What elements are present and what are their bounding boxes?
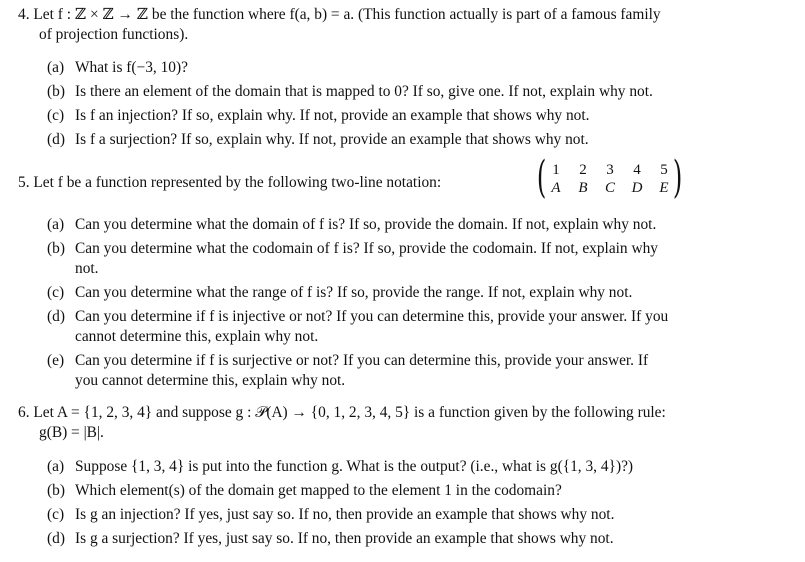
q6-item-c-text: Is g an injection? If yes, just say so. If no, then provide an example that shows why not. (75, 506, 615, 523)
q4-item-d-label: (d) (47, 131, 65, 148)
q5-item-b-text: Can you determine what the codomain of f is? If so, provide the codomain. If not, explain why (75, 240, 658, 257)
q6-item-a (47, 457, 633, 477)
q5-item-d-label: (d) (47, 308, 65, 325)
q5-text-line1: Let f be a function represented by the following two-line notation: (33, 174, 442, 191)
q4-text-line1: Let f : ℤ × ℤ → ℤ be the function where f(a, b) = a. (This function actually is part of a famous family (33, 6, 661, 23)
q4-item-a-label: (a) (47, 59, 65, 76)
q5-line1 (18, 173, 441, 193)
q4-item-d (47, 130, 589, 150)
matrix-cell: 1 (552, 162, 560, 178)
matrix-cell: D (631, 180, 643, 196)
matrix-cell: 2 (579, 162, 587, 178)
matrix-cell: C (604, 180, 615, 196)
matrix-cell: A (551, 180, 561, 196)
q4-text-line2: of projection functions). (39, 26, 189, 43)
q6-item-d-label: (d) (47, 530, 65, 547)
q5-item-d (47, 307, 668, 327)
q5-item-a (47, 215, 656, 235)
q5-item-d-cont: cannot determine this, explain why not. (75, 328, 319, 345)
q5-item-e-text: Can you determine if f is surjective or not? If you can determine this, provide your answer. If (75, 352, 649, 369)
q5-item-b-label: (b) (47, 240, 65, 257)
q5-item-e-label: (e) (47, 352, 65, 369)
q6-item-b-label: (b) (47, 482, 65, 499)
q6-line1 (18, 403, 666, 423)
q5-item-a-text: Can you determine what the domain of f is? If so, provide the domain. If not, explain why not. (75, 216, 657, 233)
matrix-cell: E (659, 180, 669, 196)
matrix-bottom-row (545, 180, 675, 197)
q4-item-b (47, 82, 653, 102)
q6-item-d-text: Is g a surjection? If yes, just say so. If no, then provide an example that shows why not. (75, 530, 614, 547)
q5-item-c-label: (c) (47, 284, 65, 301)
q6-item-a-text: Suppose {1, 3, 4} is put into the function g. What is the output? (i.e., what is g({1, 3, 4})?) (75, 458, 634, 475)
q4-line1 (18, 5, 661, 25)
matrix-cell: B (578, 180, 588, 196)
q4-item-a-text: What is f(−3, 10)? (75, 59, 188, 76)
q6-text-line1: Let A = {1, 2, 3, 4} and suppose g : 𝒫(A) → {0, 1, 2, 3, 4, 5} is a function given by the following rule: (33, 404, 666, 421)
q5-item-c (47, 283, 632, 303)
q4-item-b-text: Is there an element of the domain that is mapped to 0? If so, give one. If not, explain why not. (75, 83, 653, 100)
matrix-cell: 4 (633, 162, 641, 178)
q6-item-b-text: Which element(s) of the domain get mapped to the element 1 in the codomain? (75, 482, 562, 499)
q5-number: 5. (18, 174, 30, 191)
q5-item-b-cont: not. (75, 260, 99, 277)
q6-item-c-label: (c) (47, 506, 65, 523)
q4-item-a (47, 58, 188, 78)
q4-item-c-text: Is f an injection? If so, explain why. If not, provide an example that shows why not. (75, 107, 590, 124)
q4-item-c-label: (c) (47, 107, 65, 124)
q4-number: 4. (18, 6, 30, 23)
q6-item-d (47, 529, 614, 549)
q6-item-b (47, 481, 562, 501)
q4-item-c (47, 106, 589, 126)
matrix-cell: 5 (660, 162, 668, 178)
q6-number: 6. (18, 404, 30, 421)
left-paren-glyph: ( (536, 152, 547, 203)
q5-item-d-text: Can you determine if f is injective or not? If you can determine this, provide your answer. If you (75, 308, 669, 325)
q6-text-line2: g(B) = |B|. (39, 424, 104, 441)
q5-item-a-label: (a) (47, 216, 65, 233)
q5-item-b (47, 239, 658, 259)
matrix-top-row (545, 162, 675, 179)
q5-item-e (47, 351, 648, 371)
q4-item-d-text: Is f a surjection? If so, explain why. If not, provide an example that shows why not. (75, 131, 589, 148)
q6-item-c (47, 505, 614, 525)
right-paren-glyph: ) (672, 152, 683, 203)
q6-item-a-label: (a) (47, 458, 65, 475)
matrix-cell: 3 (606, 162, 614, 178)
q4-item-b-label: (b) (47, 83, 65, 100)
two-line-notation-matrix (533, 152, 683, 203)
q5-item-e-cont: you cannot determine this, explain why not. (75, 372, 346, 389)
q5-item-c-text: Can you determine what the range of f is? If so, provide the range. If not, explain why not. (75, 284, 633, 301)
